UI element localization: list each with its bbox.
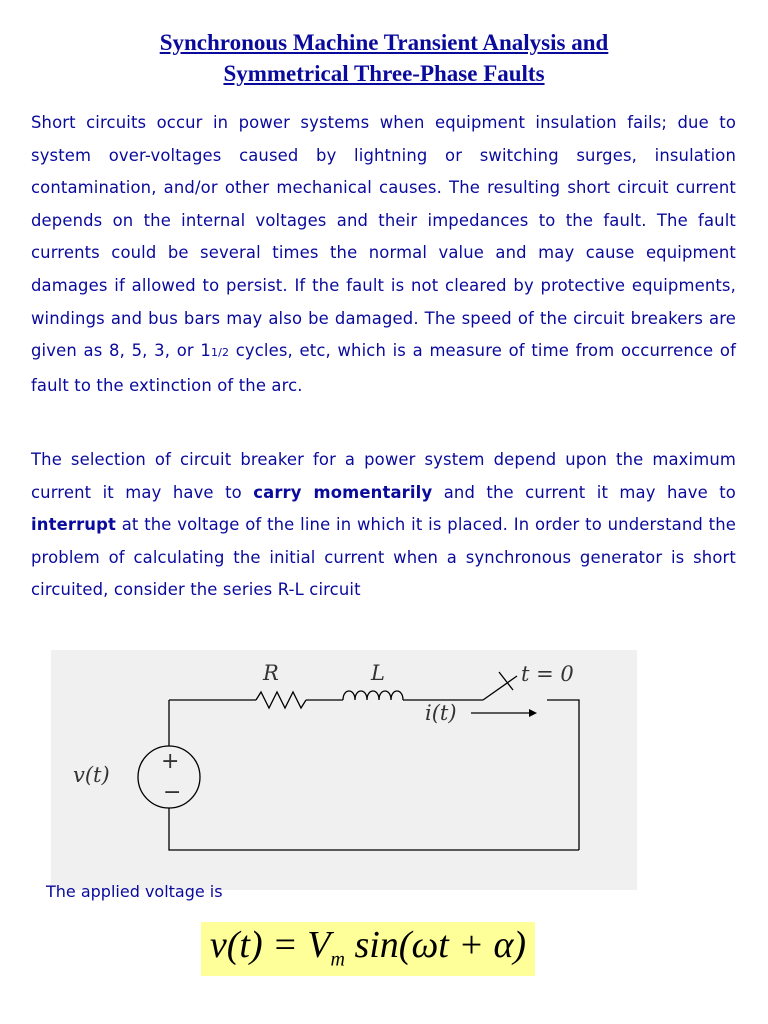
inductor-symbol: [343, 691, 403, 700]
inductor-label: L: [371, 661, 385, 685]
resistor-label: R: [263, 661, 279, 685]
paragraph-breaker-selection: [31, 444, 736, 607]
title-line-2: Symmetrical Three-Phase Faults: [223, 61, 545, 86]
fraction-subscript: 1/2: [210, 346, 230, 360]
emphasis-interrupt: interrupt: [31, 515, 116, 535]
wire-right: [547, 700, 579, 850]
equation-caption: The applied voltage is: [46, 882, 223, 901]
current-arrow-head: [529, 709, 537, 717]
applied-voltage-equation: [201, 922, 535, 976]
wire-bottom: [169, 808, 579, 850]
circuit-svg: [51, 650, 637, 890]
paragraph-intro-text-b: cycles, etc, which is a measure of time from occurrence of fault to the extinction of the arc.: [31, 341, 736, 395]
equation-lhs: v(t) = V: [209, 924, 331, 966]
current-label: i(t): [425, 701, 457, 725]
switch-time-label: t = 0: [521, 662, 574, 686]
paragraph-intro: [31, 107, 736, 402]
paragraph-2-text-a: The selection of circuit breaker for a power system depend upon the maximum current it may have to: [31, 450, 736, 502]
paragraph-2-text-c: at the voltage of the line in which it is placed. In order to understand the problem of calculating the initial current when a synchronous generator is short circuited, consider the series R-L circuit: [31, 515, 736, 600]
equation-rhs: sin(ωt + α): [344, 924, 527, 966]
source-minus-sign: −: [163, 780, 182, 805]
paragraph-2-text-b: and the current it may have to: [432, 482, 736, 502]
resistor-symbol: [256, 692, 306, 708]
source-plus-sign: +: [161, 749, 180, 774]
title-line-1: Synchronous Machine Transient Analysis and: [159, 30, 609, 55]
source-label: v(t): [73, 763, 110, 787]
rl-circuit-diagram: [51, 650, 637, 890]
document-title: [0, 27, 768, 89]
paragraph-intro-text-a: Short circuits occur in power systems when equipment insulation fails; due to system over-voltages caused by lightning or switching surges, insulation contamination, and/or other mechanical causes. The resulting short circuit current depends on the internal voltages and their impedances to the fault. The fault currents could be several times the normal value and may cause equipment damages if allowed to persist. If the fault is not cleared by protective equipments, windings and bus bars may also be damaged. The speed of the circuit breakers are given as 8, 5, 3, or 1: [31, 113, 736, 361]
equation-subscript: m: [330, 948, 345, 971]
emphasis-carry-momentarily: carry momentarily: [253, 482, 433, 502]
